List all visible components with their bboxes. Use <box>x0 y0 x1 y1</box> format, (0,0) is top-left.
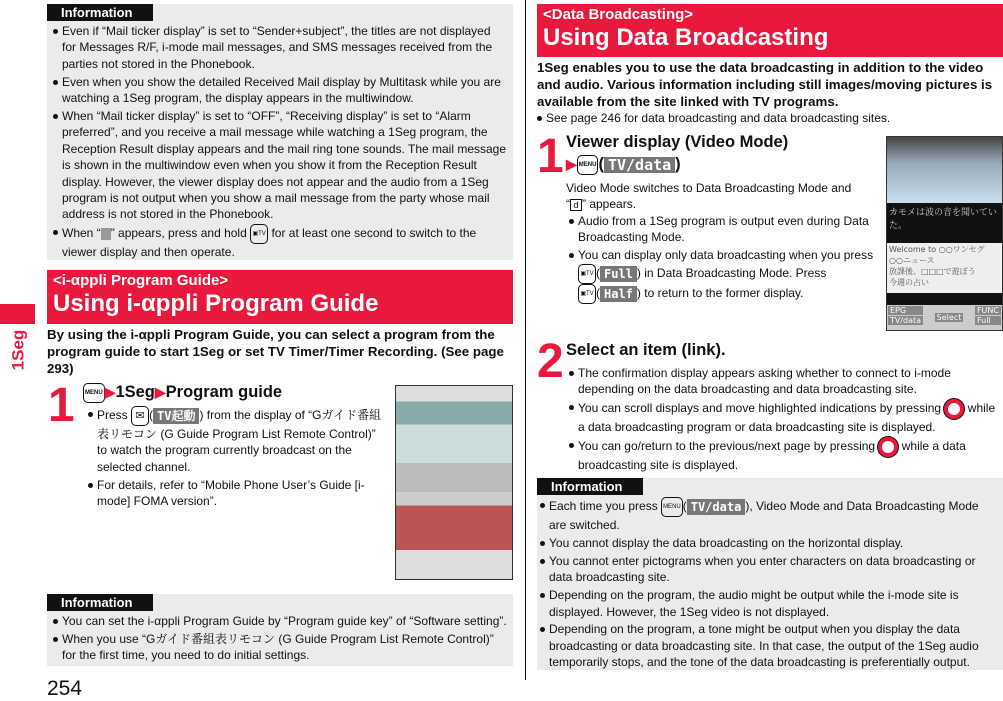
step-bullets <box>85 406 385 511</box>
screen-line: 今週の占い <box>889 278 929 287</box>
menu-key-icon: MENU <box>83 383 105 403</box>
info-item: Even if “Mail ticker display” is set to “Sender+subject”, the titles are not displayed for Messages R/F, i-mode mail messages, and SMS messages received from the parties not stored in the Phonebook. <box>50 23 507 72</box>
viewer-screenshot <box>886 136 1003 331</box>
step-bullet: You can scroll displays and move highlighted indications by pressing while a data broadcasting program or data broadcasting site is displayed. <box>566 399 1003 435</box>
section-intro: 1Seg enables you to use the data broadcasting in addition to the video and audio. Various information including still images/moving pictures is available from the site linked with TV programs. <box>537 60 993 109</box>
section-title: Using Data Broadcasting <box>543 24 829 51</box>
section-subtitle: <i-αppli Program Guide> <box>53 272 229 289</box>
step-bullets <box>566 365 1003 475</box>
softkey-full: Full <box>600 266 637 282</box>
screen-softkey: Full <box>975 316 1001 325</box>
menu-key-icon: MENU <box>661 497 683 517</box>
section-header-program-guide <box>47 270 513 324</box>
section-title: Using i-αppli Program Guide <box>53 290 379 317</box>
step-heading: Select an item (link). <box>566 341 726 359</box>
info-label: Information <box>47 4 153 21</box>
info-item: You can set the i-αppli Program Guide by “Program guide key” of “Software setting”. <box>50 613 507 629</box>
info-label: Information <box>47 594 153 611</box>
step-number: 2 <box>537 335 564 388</box>
step-heading: MENU ▶1Seg▶Program guide <box>85 383 283 401</box>
screen-line: ○○ニュース <box>889 256 935 265</box>
left-right-key-icon <box>878 437 898 457</box>
step-description: Video Mode switches to Data Broadcasting Mode and <box>566 181 852 195</box>
info-item: Depending on the program, the audio might be output while the i-mode site is displayed. However, the 1Seg video is not displayed. <box>537 587 999 620</box>
step-bullet: For details, refer to “Mobile Phone User’s Guide [i-mode] FOMA version”. <box>85 477 385 510</box>
info-item: Depending on the program, a tone might be output when you display the data broadcasting or data broadcasting site. In that case, the output of the 1Seg audio temporarily stops, and the tone of the data broadcasting is preferentially output. <box>537 621 999 670</box>
step-heading: Viewer display (Video Mode) <box>566 133 789 151</box>
step-bullet: You can display only data broadcasting when you press ▣TV ( Full ) in Data Broadcasting Mode. Press ▣TV ( Half ) to return to the former display. <box>566 247 876 303</box>
side-tab-label: 1Seg <box>8 329 28 371</box>
info-item: When “Mail ticker display” is set to “OFF”, “Receiving display” is set to “Alarm preferred”, and you receive a mail message while watching a 1Seg program, the Reception Result display appears and the mail ring tone sounds. The mail message is shown in the multiwindow even when you show it from the Reception Result display. However, the viewer display does not appear and the audio from a 1Seg program is not output when you show a mail message from the party whose mail address is not stored in the Phonebook. <box>50 108 507 223</box>
softkey-label: TV起動 <box>153 408 199 424</box>
camera-tv-key-icon: ▣TV <box>250 224 268 244</box>
program-guide-screenshot <box>395 385 513 580</box>
step-description: “ d ” appears. <box>566 197 637 212</box>
step-key-sequence: ▶ MENU ( TV/data ) <box>566 155 681 174</box>
step-bullet: Press ✉ ( TV起動 ) from the display of “Gガイド番組表リモコン (G Guide Program List Remote Control)” to watch the program currently broadcast on the selected channel. <box>85 406 385 475</box>
tv-pictogram-icon <box>101 228 111 240</box>
section-header-data-broadcasting <box>537 4 1003 57</box>
mail-key-icon: ✉ <box>131 406 149 426</box>
step-bullet: You can go/return to the previous/next page by pressing while a data broadcasting site is displayed. <box>566 437 1003 473</box>
screen-caption: カモメは波の音を聞いていた。 <box>887 203 1002 243</box>
step-bullet: Audio from a 1Seg program is output even during Data Broadcasting Mode. <box>566 213 876 246</box>
info-box-1 <box>47 4 513 260</box>
screen-softkey: Select <box>936 313 962 322</box>
section-note: See page 246 for data broadcasting and data broadcasting sites. <box>534 110 1000 126</box>
section-subtitle: <Data Broadcasting> <box>543 6 694 23</box>
step-bullet: The confirmation display appears asking whether to connect to i-mode depending on the data broadcasting and data broadcasting site. <box>566 365 1003 398</box>
section-intro: By using the i-αppli Program Guide, you can select a program from the program guide to start 1Seg or set TV Timer/Timer Recording. (See page 293) <box>47 327 504 376</box>
info-label: Information <box>537 478 643 495</box>
info-item: Even when you show the detailed Received Mail display by Multitask while you are watching a 1Seg program, the display appears in the multiwindow. <box>50 74 507 107</box>
softkey-label: TV/data <box>604 157 675 173</box>
page-number: 254 <box>47 677 83 700</box>
multi-direction-key-icon <box>944 399 964 419</box>
screen-line: 放課後、□□□で遊ぼう <box>889 267 976 276</box>
side-tab-marker <box>0 304 35 324</box>
camera-tv-key-icon: ▣TV <box>578 284 596 304</box>
screen-softkey: FUNC <box>976 306 999 315</box>
screen-softkey: TV/data <box>890 316 922 325</box>
step-number: 1 <box>48 379 75 432</box>
data-mode-icon: d <box>570 199 582 211</box>
info-item: You cannot enter pictograms when you enter characters on data broadcasting or data broadcasting site. <box>537 553 999 586</box>
step-number: 1 <box>537 130 564 183</box>
softkey-label: TV/data <box>687 499 746 515</box>
info-box-2 <box>47 594 513 666</box>
column-divider <box>525 0 526 680</box>
info-item: When you use “Gガイド番組表リモコン (G Guide Program List Remote Control)” for the first time, you need to do initial settings. <box>50 631 507 664</box>
info-item: Each time you press MENU ( TV/data ), Video Mode and Data Broadcasting Mode are switched. <box>537 497 999 533</box>
screen-welcome: Welcome to ○○ワンセグ <box>889 245 985 254</box>
step-body <box>566 180 876 305</box>
info-item: You cannot display the data broadcasting on the horizontal display. <box>537 535 999 551</box>
menu-key-icon: MENU <box>577 155 599 175</box>
info-item: When “ ” appears, press and hold ▣TV for at least one second to switch to the viewer display and then operate. <box>50 224 507 260</box>
info-box-3 <box>537 478 1003 670</box>
softkey-half: Half <box>600 286 637 302</box>
camera-tv-key-icon: ▣TV <box>578 264 596 284</box>
screen-softkey: EPG <box>888 306 923 315</box>
